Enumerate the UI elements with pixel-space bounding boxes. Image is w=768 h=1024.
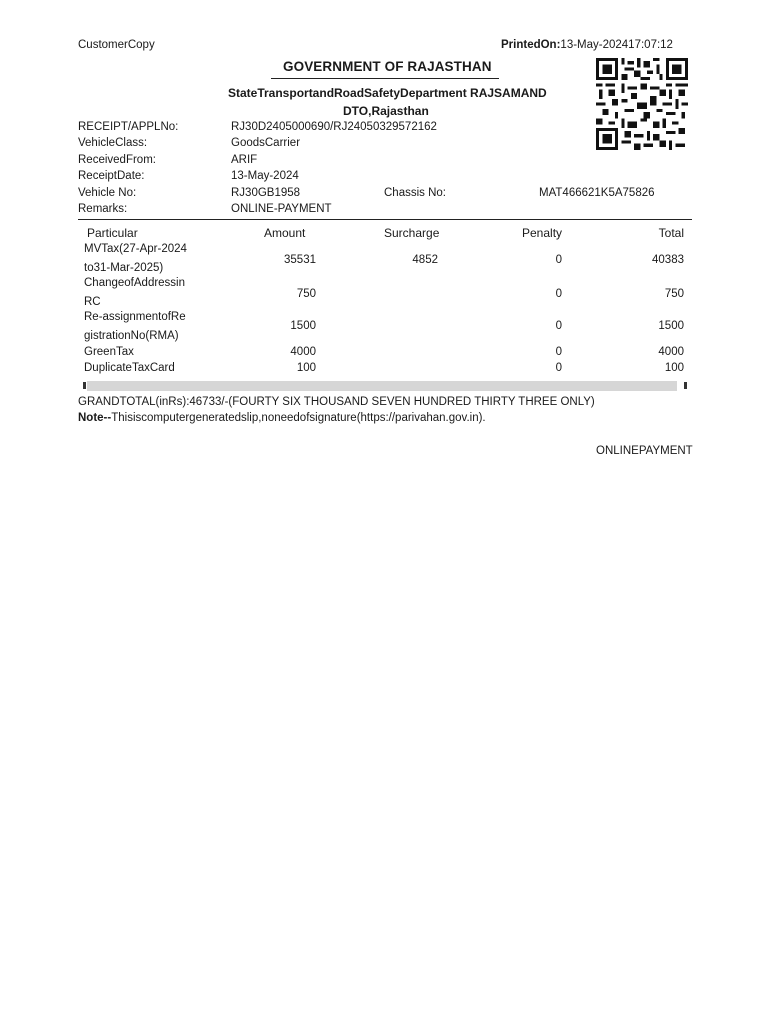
row-total: 4000 [658,346,684,358]
chassis-value: MAT466621K5A75826 [539,187,655,199]
row-particular: ChangeofAddressin [84,277,186,289]
row-particular: MVTax(27-Apr-2024 [84,243,187,255]
row-total: 750 [664,288,684,300]
customer-copy-label: CustomerCopy [78,39,155,51]
table-top-rule [78,219,692,220]
horizontal-scrollbar[interactable] [87,381,677,391]
row-particular: GreenTax [84,346,134,358]
department-line-1: StateTransportandRoadSafetyDepartment RAJSAMAND [228,86,547,100]
row-total: 1500 [658,320,684,332]
payment-mode: ONLINEPAYMENT [596,445,693,457]
row-penalty: 0 [555,320,562,332]
row-amount: 750 [296,288,316,300]
row-penalty: 0 [555,288,562,300]
row-surcharge: 4852 [412,254,438,266]
row-particular: DuplicateTaxCard [84,362,175,374]
title-underline [271,78,499,79]
row-particular: Re-assignmentofRe [84,311,186,323]
column-header-surcharge: Surcharge [384,226,440,240]
department-line-2: DTO,Rajasthan [343,104,429,118]
row-penalty: 0 [555,362,562,374]
note-label: Note-- [78,412,112,424]
receipt-date-value: 13-May-2024 [231,170,299,182]
vehicle-no-value: RJ30GB1958 [231,187,301,199]
grand-total: GRANDTOTAL(inRs):46733/-(FOURTY SIX THOUSAND SEVEN HUNDRED THIRTY THREE ONLY) [78,396,595,408]
row-total: 100 [664,362,684,374]
received-from-value: ARIF [231,154,258,166]
scroll-left-arrow[interactable] [83,382,86,389]
row-amount: 100 [296,362,316,374]
remarks-label: Remarks: [78,203,128,215]
column-header-total: Total [658,226,684,240]
row-particular-cont: gistrationNo(RMA) [84,330,179,342]
remarks-value: ONLINE-PAYMENT [231,203,332,215]
row-particular-cont: to31-Mar-2025) [84,262,164,274]
printed-on-value: 13-May-202417:07:12 [560,39,673,51]
row-amount: 1500 [290,320,316,332]
row-penalty: 0 [555,254,562,266]
printed-on-label: PrintedOn: [501,39,561,51]
column-header-penalty: Penalty [522,226,563,240]
receipt-label: RECEIPT/APPLNo: [78,121,179,133]
receipt-date-label: ReceiptDate: [78,170,145,182]
qr-code-icon [594,58,690,150]
row-penalty: 0 [555,346,562,358]
note [78,412,486,424]
printed-on [501,39,673,51]
vehicle-no-label: Vehicle No: [78,187,137,199]
note-text: Thisiscomputergeneratedslip,noneedofsignature(https://parivahan.gov.in). [111,412,486,424]
row-particular-cont: RC [84,296,101,308]
row-amount: 35531 [284,254,316,266]
receipt-value: RJ30D2405000690/RJ24050329572162 [231,121,437,133]
scroll-right-arrow[interactable] [684,382,687,389]
row-amount: 4000 [290,346,316,358]
column-header-amount: Amount [264,226,306,240]
chassis-label: Chassis No: [384,187,446,199]
row-total: 40383 [652,254,684,266]
vehicle-class-value: GoodsCarrier [231,137,301,149]
government-title: GOVERNMENT OF RAJASTHAN [283,59,492,74]
received-from-label: ReceivedFrom: [78,154,156,166]
column-header-particular: Particular [87,226,138,240]
vehicle-class-label: VehicleClass: [78,137,148,149]
